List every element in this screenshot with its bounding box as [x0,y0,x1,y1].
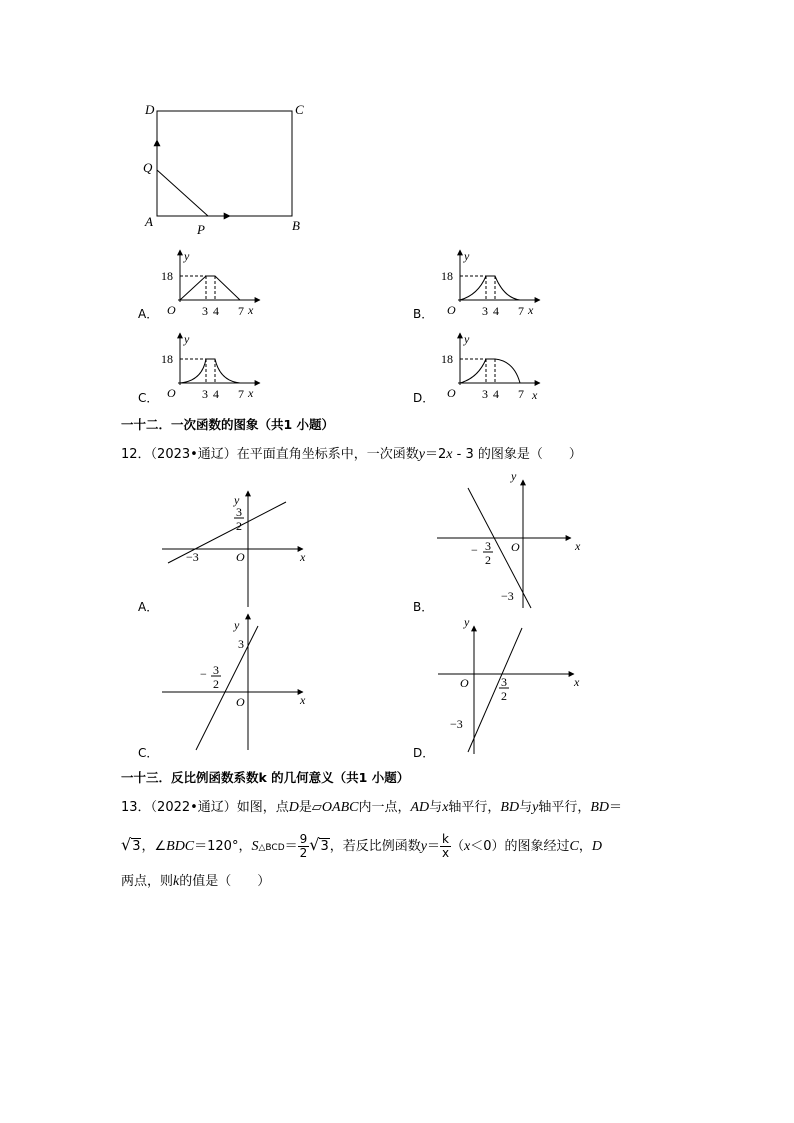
y-label: y [234,493,240,507]
tick-3: 3 [202,304,208,318]
y-label: y [234,618,240,632]
q13-sqrt3b: 3 [320,839,329,854]
neg3-label: −3 [186,550,199,564]
q13-text-2b: ，若反比例函数 [329,839,421,854]
q13-text-a: 13．（2022•通辽）如图，点 [121,800,289,815]
q13-text-3a: 两点，则 [121,874,174,889]
frac-num: 3 [485,539,491,553]
q12-func-y: y [418,447,426,462]
q13-k-num: k [442,832,449,846]
q13-ad: AD [410,800,430,815]
x-label: x [528,303,534,317]
frac-den: 2 [236,519,242,533]
q13-k-frac [440,833,451,860]
tick-4: 4 [493,304,499,318]
frac-num: 3 [236,505,242,519]
section-13-heading: 一十三．反比例函数系数k 的几何意义（共1 小题） [121,770,410,785]
q11-option-d-letter[interactable]: D． [413,391,435,405]
q12-graph-b [437,469,581,608]
label-p: P [197,222,205,237]
q13-k-den: x [441,846,450,860]
q12-func-rest: - 3 的图象是（ ） [452,447,582,462]
q13-eq2: ＝ [427,839,441,854]
line-graph [196,626,258,750]
q13-text-g: 轴平行， [538,800,591,815]
origin-label: O [167,386,176,400]
y-label: y [464,249,470,263]
tick-18: 18 [441,352,453,366]
q13-c: C [569,839,579,854]
section-12-heading: 一十二．一次函数的图象（共1 小题） [121,417,335,432]
q13-x: x [442,800,449,815]
q13-bd: BD [500,800,520,815]
label-c: C [295,102,304,117]
q12-option-d-letter[interactable]: D． [413,746,435,760]
tick-7: 7 [518,387,524,401]
origin-label: O [511,540,520,554]
minus-sign: − [471,543,478,557]
y-label: y [511,469,517,483]
q13-text-f: 与 [519,800,533,815]
label-a: A [145,214,153,229]
tick-18: 18 [161,352,173,366]
question-13-line2 [121,832,681,860]
minus-sign: − [200,667,207,681]
q12-option-b-letter[interactable]: B． [413,600,434,614]
y-label: y [464,615,470,629]
q13-oabc: OABC [321,800,359,815]
q12-option-c-letter[interactable]: C． [138,746,159,760]
tick-4: 4 [493,387,499,401]
q13-eq: ＝ [284,839,298,854]
x-label: x [532,388,538,402]
q13-sqrt3a: 3 [132,839,141,854]
q13-angle: ，∠ [141,839,167,854]
q13-bdc: BDC [166,839,195,854]
q13-text-c: 内一点， [358,800,411,815]
q13-text-3b: 的值是（ ） [179,874,271,889]
tick-3: 3 [202,387,208,401]
q12-prefix: 12．（2023•通辽）在平面直角坐标系中，一次函数 [121,447,419,462]
q13-d2: D [591,839,602,854]
q13-cond-open: （ [450,839,464,854]
line-graph [468,628,522,752]
origin-label: O [236,550,245,564]
tick-3: 3 [482,387,488,401]
tick-18: 18 [441,269,453,283]
q11-option-a-letter[interactable]: A． [138,307,159,321]
x-label: x [300,693,306,707]
label-b: B [292,218,300,233]
origin-label: O [460,676,469,690]
q11-option-c-letter[interactable]: C． [138,391,159,405]
q13-frac-num: 9 [299,832,308,846]
q13-frac-den: 2 [299,846,308,860]
origin-label: O [447,386,456,400]
origin-label: O [167,303,176,317]
x-label: x [574,675,580,689]
tick-3: 3 [482,304,488,318]
x-label: x [300,550,306,564]
q13-comma: ， [578,839,592,854]
q13-s-sub: △BCD [258,843,285,853]
tick-4: 4 [213,304,219,318]
q13-text-d: 与 [429,800,443,815]
neg3-label: −3 [501,589,514,603]
neg3-label: −3 [450,717,463,731]
x-label: x [248,386,254,400]
q13-y: y [532,800,539,815]
frac-num: 3 [213,663,219,677]
q13-text-b: 是▱ [298,800,322,815]
q13-point-d: D [288,800,299,815]
q12-option-a-letter[interactable]: A． [138,600,159,614]
q13-y2: y [420,839,427,854]
tick-7: 7 [238,387,244,401]
origin-label: O [236,695,245,709]
q13-x2: x [463,839,471,854]
q13-text-h: ＝ [609,800,623,815]
q11-option-b-letter[interactable]: B． [413,307,434,321]
q13-frac [298,833,310,860]
origin-label: O [447,303,456,317]
frac-den: 2 [501,689,507,703]
sqrt-sign: √ [121,835,132,854]
question-13-line1 [121,798,622,818]
q12-graph-c [162,614,306,750]
tick-7: 7 [238,304,244,318]
q12-func-eq: ＝2 [425,447,447,462]
q13-text-e: 轴平行， [448,800,501,815]
label-d: D [145,102,155,117]
three-label: 3 [238,637,244,651]
x-label: x [248,303,254,317]
frac-den: 2 [213,677,219,691]
q12-graph-d [438,615,580,754]
q12-func-x: x [446,447,453,462]
y-label: y [464,332,470,346]
q13-k: k [173,874,180,889]
q13-s: S [251,839,259,854]
y-label: y [184,249,190,263]
x-label: x [575,539,581,553]
tick-4: 4 [213,387,219,401]
label-q: Q [143,160,153,175]
y-label: y [184,332,190,346]
tick-7: 7 [518,304,524,318]
tick-18: 18 [161,269,173,283]
question-13-line3 [121,872,270,892]
q13-cond-rest: ＜0）的图象经过 [470,839,570,854]
frac-den: 2 [485,553,491,567]
q13-bd2: BD [590,800,610,815]
sqrt-sign-2: √ [309,835,320,854]
frac-num: 3 [501,675,507,689]
q12-graph-a [162,491,306,607]
q13-angle-val: ＝120°， [194,839,252,854]
